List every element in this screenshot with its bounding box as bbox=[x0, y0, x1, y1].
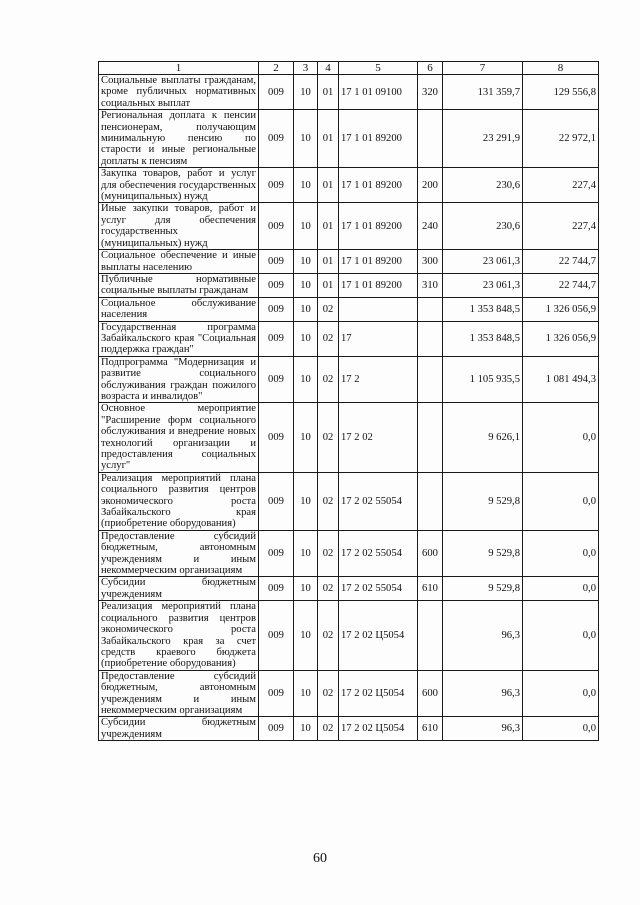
item-name-cell: Иные закупки товаров, работ и услуг для обеспечения государственных (муниципальных) нужд bbox=[99, 203, 259, 250]
amount-cell: 0,0 bbox=[523, 403, 599, 472]
item-name-cell: Региональная доплата к пенсии пенсионерам, получающим минимальную пенсию по старости и иные региональные доплаты к пенсиям bbox=[99, 110, 259, 168]
section-cell: 10 bbox=[294, 250, 318, 274]
section-cell: 10 bbox=[294, 530, 318, 577]
subsection-cell: 02 bbox=[318, 403, 339, 472]
budget-table bbox=[98, 61, 599, 741]
amount-cell: 22 744,7 bbox=[523, 250, 599, 274]
expense-type-cell: 240 bbox=[418, 203, 443, 250]
target-article-cell: 17 bbox=[339, 321, 418, 356]
target-article-cell: 17 2 02 55054 bbox=[339, 472, 418, 530]
subsection-cell: 02 bbox=[318, 577, 339, 601]
code-cell: 009 bbox=[259, 601, 294, 670]
expense-type-cell: 310 bbox=[418, 273, 443, 297]
target-article-cell: 17 1 01 89200 bbox=[339, 168, 418, 203]
item-name-cell: Подпрограмма "Модернизация и развитие социального обслуживания граждан пожилого возраста и инвалидов" bbox=[99, 356, 259, 403]
expense-type-cell bbox=[418, 356, 443, 403]
column-header: 4 bbox=[318, 62, 339, 75]
amount-cell: 0,0 bbox=[523, 601, 599, 670]
section-cell: 10 bbox=[294, 273, 318, 297]
expense-type-cell bbox=[418, 472, 443, 530]
target-article-cell: 17 2 02 Ц5054 bbox=[339, 670, 418, 717]
amount-cell: 1 105 935,5 bbox=[443, 356, 523, 403]
amount-cell: 1 353 848,5 bbox=[443, 321, 523, 356]
table-row bbox=[99, 717, 599, 741]
subsection-cell: 02 bbox=[318, 356, 339, 403]
amount-cell: 22 744,7 bbox=[523, 273, 599, 297]
table-row bbox=[99, 203, 599, 250]
code-cell: 009 bbox=[259, 297, 294, 321]
code-cell: 009 bbox=[259, 110, 294, 168]
amount-cell: 9 529,8 bbox=[443, 577, 523, 601]
amount-cell: 1 353 848,5 bbox=[443, 297, 523, 321]
item-name-cell: Предоставление субсидий бюджетным, автономным учреждениям и иным некоммерческим организациям bbox=[99, 670, 259, 717]
amount-cell: 23 291,9 bbox=[443, 110, 523, 168]
column-header: 8 bbox=[523, 62, 599, 75]
subsection-cell: 01 bbox=[318, 203, 339, 250]
target-article-cell bbox=[339, 297, 418, 321]
section-cell: 10 bbox=[294, 472, 318, 530]
amount-cell: 23 061,3 bbox=[443, 250, 523, 274]
subsection-cell: 02 bbox=[318, 321, 339, 356]
code-cell: 009 bbox=[259, 577, 294, 601]
table-row bbox=[99, 601, 599, 670]
section-cell: 10 bbox=[294, 297, 318, 321]
item-name-cell: Субсидии бюджетным учреждениям bbox=[99, 577, 259, 601]
item-name-cell: Реализация мероприятий плана социального развития центров экономического роста Забайкальского края (приобретение оборудования) bbox=[99, 472, 259, 530]
page-number: 60 bbox=[313, 851, 327, 866]
target-article-cell: 17 2 02 bbox=[339, 403, 418, 472]
target-article-cell: 17 2 02 Ц5054 bbox=[339, 601, 418, 670]
expense-type-cell bbox=[418, 321, 443, 356]
item-name-cell: Социальное обеспечение и иные выплаты населению bbox=[99, 250, 259, 274]
amount-cell: 96,3 bbox=[443, 601, 523, 670]
amount-cell: 96,3 bbox=[443, 717, 523, 741]
section-cell: 10 bbox=[294, 110, 318, 168]
column-header: 5 bbox=[339, 62, 418, 75]
expense-type-cell: 600 bbox=[418, 670, 443, 717]
table-row bbox=[99, 273, 599, 297]
table-row bbox=[99, 250, 599, 274]
subsection-cell: 01 bbox=[318, 273, 339, 297]
expense-type-cell bbox=[418, 110, 443, 168]
section-cell: 10 bbox=[294, 601, 318, 670]
subsection-cell: 02 bbox=[318, 530, 339, 577]
subsection-cell: 02 bbox=[318, 670, 339, 717]
table-row bbox=[99, 321, 599, 356]
amount-cell: 9 626,1 bbox=[443, 403, 523, 472]
table-row bbox=[99, 670, 599, 717]
amount-cell: 0,0 bbox=[523, 577, 599, 601]
amount-cell: 0,0 bbox=[523, 530, 599, 577]
code-cell: 009 bbox=[259, 670, 294, 717]
amount-cell: 1 081 494,3 bbox=[523, 356, 599, 403]
amount-cell: 230,6 bbox=[443, 168, 523, 203]
subsection-cell: 01 bbox=[318, 75, 339, 110]
subsection-cell: 02 bbox=[318, 601, 339, 670]
target-article-cell: 17 1 01 89200 bbox=[339, 110, 418, 168]
table-row bbox=[99, 530, 599, 577]
target-article-cell: 17 1 01 89200 bbox=[339, 203, 418, 250]
item-name-cell: Закупка товаров, работ и услуг для обеспечения государственных (муниципальных) нужд bbox=[99, 168, 259, 203]
section-cell: 10 bbox=[294, 203, 318, 250]
item-name-cell: Социальные выплаты гражданам, кроме публичных нормативных социальных выплат bbox=[99, 75, 259, 110]
target-article-cell: 17 2 02 55054 bbox=[339, 577, 418, 601]
column-header: 3 bbox=[294, 62, 318, 75]
target-article-cell: 17 1 01 89200 bbox=[339, 250, 418, 274]
item-name-cell: Реализация мероприятий плана социального развития центров экономического роста Забайкальского края за счет средств краевого бюджета (приобретение оборудования) bbox=[99, 601, 259, 670]
amount-cell: 227,4 bbox=[523, 203, 599, 250]
column-header: 6 bbox=[418, 62, 443, 75]
expense-type-cell: 610 bbox=[418, 577, 443, 601]
expense-type-cell bbox=[418, 601, 443, 670]
section-cell: 10 bbox=[294, 403, 318, 472]
target-article-cell: 17 1 01 09100 bbox=[339, 75, 418, 110]
expense-type-cell bbox=[418, 297, 443, 321]
item-name-cell: Публичные нормативные социальные выплаты гражданам bbox=[99, 273, 259, 297]
table-row bbox=[99, 168, 599, 203]
section-cell: 10 bbox=[294, 168, 318, 203]
item-name-cell: Субсидии бюджетным учреждениям bbox=[99, 717, 259, 741]
amount-cell: 129 556,8 bbox=[523, 75, 599, 110]
amount-cell: 0,0 bbox=[523, 472, 599, 530]
code-cell: 009 bbox=[259, 250, 294, 274]
expense-type-cell bbox=[418, 403, 443, 472]
target-article-cell: 17 1 01 89200 bbox=[339, 273, 418, 297]
code-cell: 009 bbox=[259, 472, 294, 530]
item-name-cell: Основное мероприятие "Расширение форм социального обслуживания и внедрение новых технологий организации и предоставления социальных услуг" bbox=[99, 403, 259, 472]
code-cell: 009 bbox=[259, 356, 294, 403]
table-row bbox=[99, 403, 599, 472]
amount-cell: 96,3 bbox=[443, 670, 523, 717]
amount-cell: 1 326 056,9 bbox=[523, 297, 599, 321]
table-row bbox=[99, 356, 599, 403]
section-cell: 10 bbox=[294, 670, 318, 717]
expense-type-cell: 200 bbox=[418, 168, 443, 203]
amount-cell: 0,0 bbox=[523, 670, 599, 717]
table-header-row bbox=[99, 62, 599, 75]
column-header: 2 bbox=[259, 62, 294, 75]
amount-cell: 230,6 bbox=[443, 203, 523, 250]
code-cell: 009 bbox=[259, 168, 294, 203]
code-cell: 009 bbox=[259, 203, 294, 250]
column-header: 1 bbox=[99, 62, 259, 75]
code-cell: 009 bbox=[259, 321, 294, 356]
table-row bbox=[99, 110, 599, 168]
subsection-cell: 01 bbox=[318, 168, 339, 203]
code-cell: 009 bbox=[259, 403, 294, 472]
expense-type-cell: 320 bbox=[418, 75, 443, 110]
expense-type-cell: 600 bbox=[418, 530, 443, 577]
code-cell: 009 bbox=[259, 717, 294, 741]
table-row bbox=[99, 297, 599, 321]
subsection-cell: 01 bbox=[318, 250, 339, 274]
code-cell: 009 bbox=[259, 75, 294, 110]
section-cell: 10 bbox=[294, 356, 318, 403]
amount-cell: 22 972,1 bbox=[523, 110, 599, 168]
item-name-cell: Социальное обслуживание населения bbox=[99, 297, 259, 321]
expense-type-cell: 300 bbox=[418, 250, 443, 274]
table-row bbox=[99, 75, 599, 110]
item-name-cell: Предоставление субсидий бюджетным, автономным учреждениям и иным некоммерческим организациям bbox=[99, 530, 259, 577]
subsection-cell: 01 bbox=[318, 110, 339, 168]
expense-type-cell: 610 bbox=[418, 717, 443, 741]
amount-cell: 227,4 bbox=[523, 168, 599, 203]
item-name-cell: Государственная программа Забайкальского края "Социальная поддержка граждан" bbox=[99, 321, 259, 356]
subsection-cell: 02 bbox=[318, 717, 339, 741]
section-cell: 10 bbox=[294, 321, 318, 356]
amount-cell: 131 359,7 bbox=[443, 75, 523, 110]
code-cell: 009 bbox=[259, 273, 294, 297]
table-row bbox=[99, 472, 599, 530]
section-cell: 10 bbox=[294, 717, 318, 741]
subsection-cell: 02 bbox=[318, 472, 339, 530]
table-row bbox=[99, 577, 599, 601]
target-article-cell: 17 2 bbox=[339, 356, 418, 403]
amount-cell: 9 529,8 bbox=[443, 530, 523, 577]
amount-cell: 0,0 bbox=[523, 717, 599, 741]
amount-cell: 9 529,8 bbox=[443, 472, 523, 530]
code-cell: 009 bbox=[259, 530, 294, 577]
amount-cell: 23 061,3 bbox=[443, 273, 523, 297]
amount-cell: 1 326 056,9 bbox=[523, 321, 599, 356]
target-article-cell: 17 2 02 Ц5054 bbox=[339, 717, 418, 741]
target-article-cell: 17 2 02 55054 bbox=[339, 530, 418, 577]
subsection-cell: 02 bbox=[318, 297, 339, 321]
column-header: 7 bbox=[443, 62, 523, 75]
section-cell: 10 bbox=[294, 75, 318, 110]
section-cell: 10 bbox=[294, 577, 318, 601]
